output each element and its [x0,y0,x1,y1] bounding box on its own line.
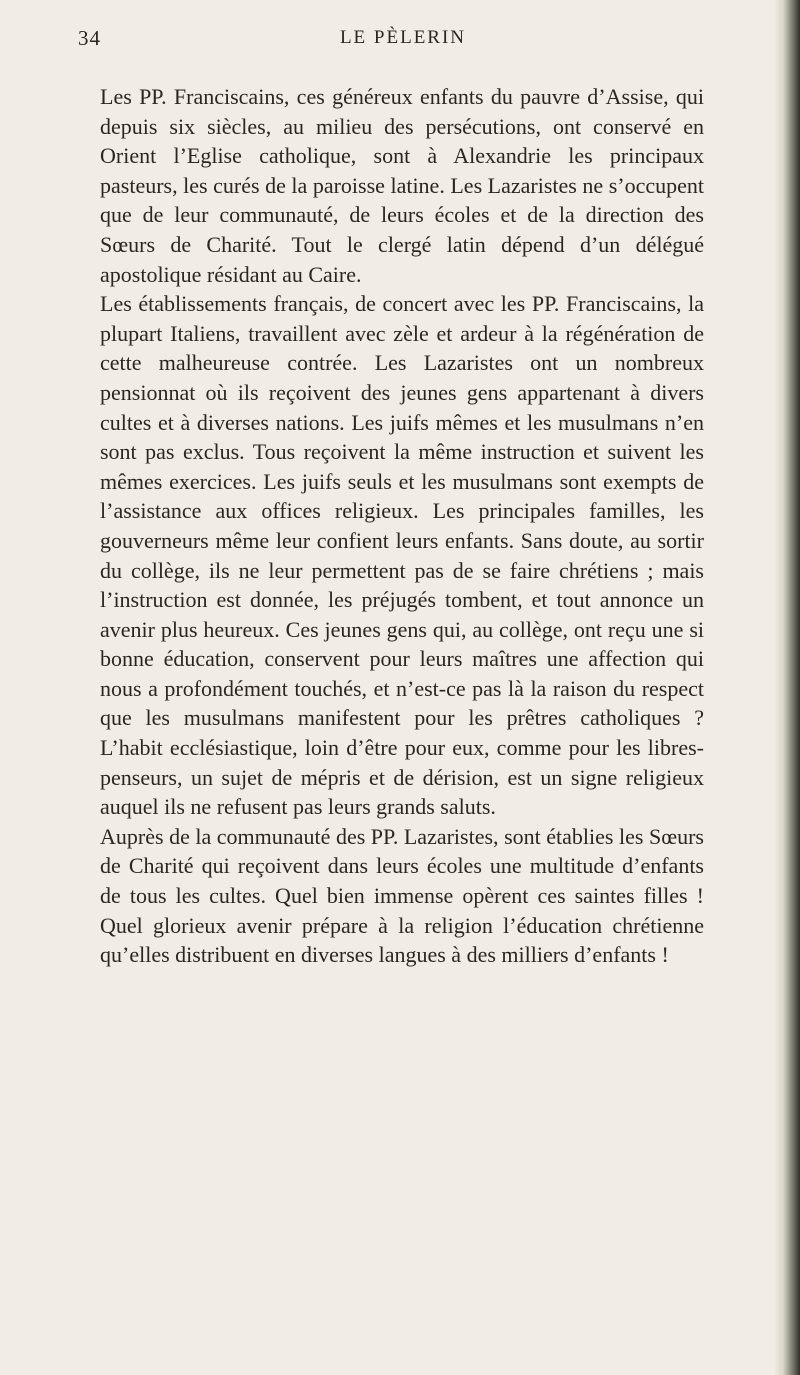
running-title: LE PÈLERIN [339,27,467,48]
paragraph-etablissements: Les établissements français, de concert avec les PP. Franciscains, la plupart Italiens, travaillent avec zèle et ardeur à la régénération de cette malheureuse contrée. Les Lazaristes ont un nombreux pensionnat où ils reçoivent des jeunes gens appartenant à divers cultes et à diverses nations. Les juifs mêmes et les musulmans n’en sont pas exclus. Tous reçoivent la même instruction et suivent les mêmes exercices. Les juifs seuls et les musulmans sont exempts de l’assistance aux offices religieux. Les principales familles, les gouverneurs même leur confient leurs enfants. Sans doute, au sortir du collège, ils ne leur permettent pas de se faire chrétiens ; mais l’instruction est donnée, les préjugés tombent, et tout annonce un avenir plus heureux. Ces jeunes gens qui, au collège, ont reçu une si bonne éducation, conservent pour leurs maîtres une affection qui nous a profondément touchés, et n’est-ce pas là la raison du respect que les musulmans manifestent pour les prêtres catholiques ? L’habit ecclésiastique, loin d’être pour eux, comme pour les libres-penseurs, un sujet de mépris et de dérision, est un signe religieux auquel ils ne refusent pas leurs grands saluts. [100,291,704,820]
paragraph-franciscains: Les PP. Franciscains, ces généreux enfants du pauvre d’Assise, qui depuis six siècles, au milieu des persécutions, ont conservé en Orient l’Eglise catholique, sont à Alexandrie les principaux pasteurs, les curés de la paroisse latine. Les Lazaristes ne s’occupent que de leur communauté, de leurs écoles et de la direction des Sœurs de Charité. Tout le clergé latin dépend d’un délégué apostolique résidant au Caire. [100,84,704,287]
page-number: 34 [78,26,101,50]
page-header [78,26,728,60]
body-text [100,82,704,970]
binding-shadow [774,0,800,1375]
paragraph-soeurs-charite: Auprès de la communauté des PP. Lazaristes, sont établies les Sœurs de Charité qui reçoivent dans leurs écoles une multitude d’enfants de tous les cultes. Quel bien immense opèrent ces saintes filles ! Quel glorieux avenir prépare à la religion l’éducation chrétienne qu’elles distribuent en diverses langues à des milliers d’enfants ! [100,823,704,968]
